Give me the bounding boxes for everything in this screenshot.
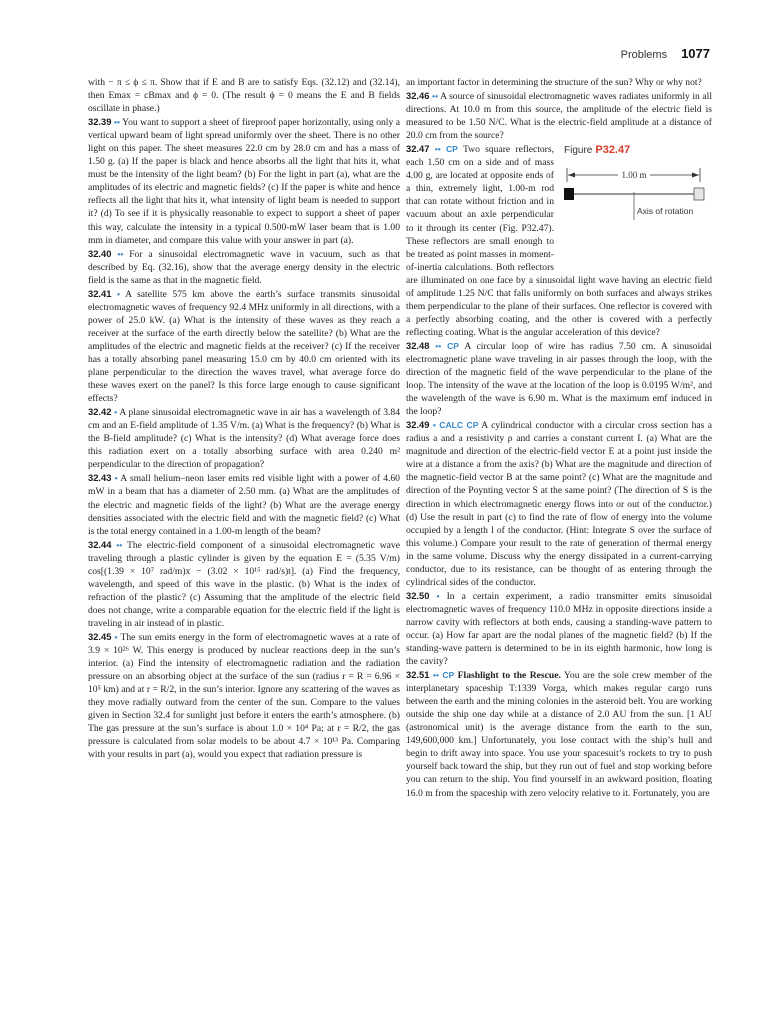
problem-text: For a sinusoidal electromagnetic wave in vacuum, such as that described by Eq. (32.16), show that the average energy density in the electric field is the same as that in the magnetic field.: [88, 248, 401, 286]
problem-32-40: [88, 247, 400, 287]
difficulty-dots: •: [117, 288, 121, 299]
difficulty-dots: ••: [432, 91, 439, 102]
difficulty-dots: •: [436, 590, 440, 601]
problem-32-46: [406, 89, 712, 142]
rod-diagram: [562, 162, 712, 262]
problem-text: A plane sinusoidal electromagnetic wave in air has a wavelength of 3.84 cm and an E-field amplitude of 1.35 V/m. (a) What is the frequency? (b) What is the B-field amplitude? (c) What is the intensity? (d) What average force does this radiation exert on a totally absorbing surface with area 0.240 m² perpendicular to the direction of propagation?: [88, 407, 400, 471]
reflecting-reflector: [694, 188, 704, 200]
problem-number: 32.42: [88, 406, 112, 418]
continued-text: with − π ≤ ϕ ≤ π. Show that if E and B are to satisfy Eqs. (32.12) and (32.14), then Emax = cBmax and ϕ = 0. (The result ϕ = 0 means the E and B fields oscillate in phase.): [88, 77, 400, 115]
left-column: [88, 76, 400, 761]
problem-number: 32.48: [406, 339, 430, 351]
running-head: [621, 46, 710, 66]
difficulty-dots: •: [114, 473, 118, 484]
figure-label: [564, 144, 630, 157]
problem-32-51: [406, 668, 712, 799]
arrow-left: [568, 173, 575, 178]
problem-32-41: [88, 287, 400, 405]
dimension-label: 1.00 m: [621, 170, 647, 181]
problem-tag: CP: [447, 340, 460, 351]
problem-text: Two square reflectors, each 1.50 cm on a side and of mass 4.00 g, are located at opposite ends of a thin, extremely light, 1.00-m rod that can rotate without friction and in vacuum about an axle perpendicular to it through its center (Fig. P32.47). These reflectors are small enough to be treated as point masses in moment-of-inertia calculations. Both reflectors are illuminated on one face by a sinusoidal light wave having an electric field of amplitude 1.25 N/C that falls uniformly on both surfaces and always strikes them perpendicular to the plane of their surfaces. One reflector is covered with a perfectly absorbing coating, and the other is covered with a perfectly reflecting coating. What is the angular acceleration of this device?: [406, 144, 712, 338]
problem-number: 32.45: [88, 630, 112, 642]
problem-number: 32.39: [88, 116, 112, 128]
absorbing-reflector: [564, 188, 574, 200]
problem-number: 32.49: [406, 419, 430, 431]
difficulty-dots: ••: [435, 340, 442, 351]
page-number: 1077: [681, 46, 710, 61]
problem-32-42: [88, 405, 400, 471]
problem-number: 32.47: [406, 143, 430, 155]
problem-number: 32.40: [88, 247, 112, 259]
arrow-right: [692, 173, 699, 178]
problem-text: You want to support a sheet of fireproof paper horizontally, using only a vertical upward beam of light spread uniformly over the sheet. There is no other light on this paper. The sheet measures 22.0 cm by 28.0 cm and has a mass of 1.50 g. (a) If the paper is black and hence absorbs all the light that hits it, what must be the intensity of the light beam? (b) For the light in part (a), what are the amplitudes of its electric and magnetic fields? (c) If the paper is white and hence reflects all the light that hits it, what intensity of light beam is needed to support it? (d) To see if it is physically reasonable to expect to support a sheet of paper this way, calculate the intensity in a typical 0.500-mW laser beam that is 1.00 mm in diameter, and compare this value with your answer in part (a).: [88, 117, 400, 246]
problem-text: The sun emits energy in the form of electromagnetic waves at a rate of 3.9 × 10²⁶ W. This energy is produced by nuclear reactions deep in the sun’s interior. (a) Find the intensity of electromagnetic radiation and the radiation pressure on an absorbing object at the surface of the sun (radius r = R = 6.96 × 10⁵ km) and at r = R/2, in the sun’s interior. Ignore any scattering of the waves as they move radially outward from the center of the sun. Compare to the values given in Section 32.4 for sunlight just before it enters the earth’s atmosphere. (b) The gas pressure at the sun’s surface is about 1.0 × 10⁴ Pa; at r = R/2, the gas pressure is calculated from solar models to be about 4.7 × 10¹³ Pa. Comparing with your results in part (a), would you expect that radiation pressure is: [88, 631, 400, 761]
problem-32-48: [406, 339, 712, 418]
difficulty-dots: •: [114, 631, 118, 642]
problem-tag: CALC CP: [439, 420, 479, 431]
axis-label: Axis of rotation: [637, 206, 694, 217]
figure-word: Figure: [564, 145, 593, 157]
problem-number: 32.51: [406, 669, 430, 681]
difficulty-dots: ••: [117, 248, 124, 259]
problem-text: A small helium–neon laser emits red visible light with a power of 4.60 mW in a beam that has a diameter of 2.50 mm. (a) What are the amplitudes of the electric and magnetic fields of the light? (b) What are the average energy densities associated with the electric field and with the magnetic field? (c) What is the total energy contained in a 1.00-m length of the beam?: [88, 473, 400, 537]
problem-32-44: [88, 538, 400, 630]
problem-text: You are the sole crew member of the interplanetary spaceship T:1339 Vorga, which makes regular cargo runs between the earth and the mining colonies in the asteroid belt. You are working outside the ship one day while at a distance of 2.0 AU from the sun. [1 AU (astronomical unit) is the average distance from the earth to the sun, 149,600,000 km.] Unfortunately, you lose contact with the ship’s hull and begin to drift away into space. You use your spacesuit’s rockets to try to push yourself back toward the ship, but they run out of fuel and stop working before you can return to the ship. You find yourself in an awkward position, floating 16.0 m from the spaceship with zero velocity relative to it. Fortunately, you are: [406, 670, 712, 799]
problem-number: 32.41: [88, 287, 112, 299]
problem-32-49: [406, 418, 712, 589]
problem-text: A satellite 575 km above the earth’s surface transmits sinusoidal electromagnetic waves of frequency 92.4 MHz uniformly in all directions, with a power of 25.0 kW. (a) What is the intensity of these waves as they reach a receiver at the surface of the earth directly below the satellite? (b) What are the amplitudes of the electric and magnetic fields at the receiver? (c) If the receiver has a totally absorbing panel measuring 15.0 cm by 40.0 cm oriented with its plane perpendicular to the direction the waves travel, what average force do these waves exert on the panel? Is this force large enough to cause significant effects?: [88, 288, 400, 405]
difficulty-dots: •: [432, 420, 436, 431]
running-title: Problems: [620, 49, 668, 61]
difficulty-dots: ••: [434, 144, 441, 155]
problem-text: In a certain experiment, a radio transmitter emits sinusoidal electromagnetic waves of frequency 110.0 MHz in opposite directions inside a narrow cavity with reflectors at both ends, causing a standing-wave pattern to occur. (a) How far apart are the nodal planes of the magnetic field? (b) If the standing-wave pattern is determined to be in its eighth harmonic, how long is the cavity?: [406, 590, 713, 668]
problem-text: A source of sinusoidal electromagnetic waves radiates uniformly in all directions. At 10.0 m from this source, the amplitude of the electric field is measured to be 1.50 N/C. What is the electric-field amplitude at a distance of 20.0 cm from the source?: [406, 91, 712, 142]
problem-number: 32.46: [406, 90, 430, 102]
problem-32-45: [88, 630, 400, 761]
problem-text: The electric-field component of a sinusoidal electromagnetic wave traveling through a plastic cylinder is given by the equation E = (5.35 V/m) cos[(1.39 × 10⁷ rad/m)x − (3.02 × 10¹⁵ rad/s)t]. (a) Find the frequency, wavelength, and speed of this wave in the plastic. (b) What is the index of refraction of the plastic? (c) Assuming that the amplitude of the electric field does not change, write a comparable equation for the electric field if the light is traveling in air instead of in plastic.: [88, 539, 400, 629]
problem-32-50: [406, 589, 712, 668]
problem-32-39: [88, 115, 400, 246]
problem-title: Flashlight to the Rescue.: [457, 670, 561, 682]
problem-text: A cylindrical conductor with a circular cross section has a radius a and a resistivity ρ and carries a constant current I. (a) What are the magnitude and direction of the electric-field vector E at a point just inside the wire at a distance a from the axis? (b) What are the magnitude and direction of the magnetic-field vector B at the same point? (c) What are the magnitude and direction of the Poynting vector S at the same point? (The direction of S is the direction in which electromagnetic energy flows into or out of the conductor.) (d) Use the result in part (c) to find the rate of flow of energy into the volume occupied by a length l of the conductor. (Hint: Integrate S over the surface of this volume.) Compare your result to the rate of generation of thermal energy in the same volume. Discuss why the energy dissipated in a current-carrying conductor, due to its resistance, can be thought of as entering through the cylindrical sides of the conductor.: [406, 420, 713, 588]
difficulty-dots: ••: [432, 670, 439, 681]
problem-number: 32.44: [88, 538, 112, 550]
problem-tag: CP: [442, 670, 455, 681]
difficulty-dots: ••: [113, 117, 120, 128]
right-column: [406, 76, 712, 800]
difficulty-dots: •: [114, 407, 118, 418]
problem-text: A circular loop of wire has radius 7.50 cm. A sinusoidal electromagnetic plane wave traveling in air passes through the loop, with the direction of the magnetic field of the wave perpendicular to the plane of the loop. The intensity of the wave at the location of the loop is 0.0195 W/m², and the wavelength of the wave is 6.90 m. What is the maximum emf induced in the loop?: [406, 340, 712, 418]
continued-text: an important factor in determining the structure of the sun? Why or why not?: [406, 77, 702, 88]
problem-number: 32.43: [88, 472, 112, 484]
difficulty-dots: ••: [116, 539, 123, 550]
figure-number: P32.47: [595, 144, 631, 157]
figure-p32-47: [562, 144, 712, 264]
problem-number: 32.50: [406, 589, 430, 601]
problem-tag: CP: [445, 144, 458, 155]
problem-32-43: [88, 471, 400, 537]
